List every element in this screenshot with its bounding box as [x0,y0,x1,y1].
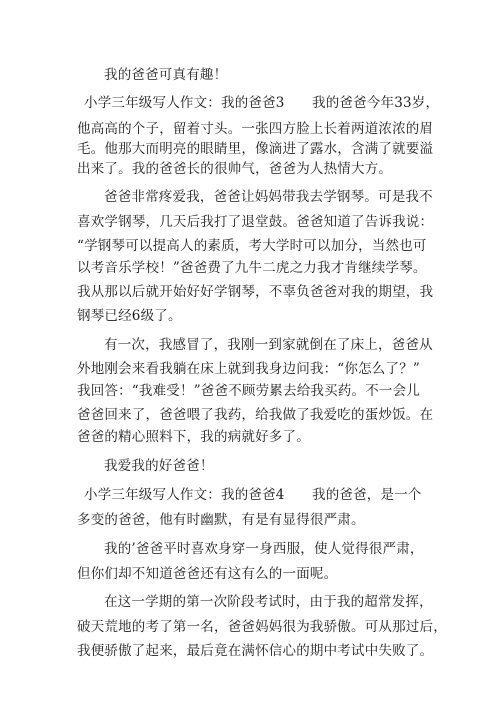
text-line: 小学三年级写人作文：我的爸爸4 我的爸爸，是一个 [84,487,422,503]
text-line: 以考音乐学校！”爸爸费了九牛二虎之力我才肯继续学琴。 [77,260,427,276]
text-line: 但你们却不知道爸爸还有这有么的一面呢。 [77,566,338,582]
text-line: 爸爸非常疼爱我，爸爸让妈妈带我去学钢琴。可是我不 [104,189,433,205]
text-line: 喜欢学钢琴，几天后我打了退堂鼓。爸爸知道了告诉我说： [77,214,434,230]
text-line: 破天荒地的考了第一名，爸爸妈妈很为我骄傲。可从那过后， [77,619,447,635]
text-line: 我回答：“我难受！”爸爸不顾劳累去给我买药。不一会儿 [77,383,421,399]
text-line: 小学三年级写人作文：我的爸爸3 我的爸爸今年33岁， [84,95,440,111]
text-line: 我从那以后就开始好好学钢琴，不辜负爸爸对我的期望，我 [77,284,434,300]
text-line: 我爱我的好爸爸！ [104,458,214,474]
text-line: 钢琴已经6级了。 [77,308,182,324]
text-line: 毛。他那大而明亮的眼睛里，像滴进了露水，含满了就要溢 [77,141,434,157]
text-line: 在这一学期的第一次阶段考试时，由于我的超常发挥， [104,594,433,610]
text-line: 外地刚会来看我躺在床上就到我身边问我：“你怎么了？” [77,361,421,377]
text-line: “学钢琴可以提高人的素质，考大学时可以加分，当然也可 [77,238,427,254]
text-line: 爸爸的精心照料下，我的病就好多了。 [77,429,310,445]
text-line: 出来了。我的爸爸长的很帅气，爸爸为人热情大方。 [77,161,393,177]
text-line: 多变的爸爸，他有时幽默，有是有显得很严肃。 [77,512,365,528]
text-line: 有一次，我感冒了，我刚一到家就倒在了床上，爸爸从 [104,337,433,353]
text-line: 我的爸爸可真有趣！ [104,67,228,83]
text-line: 我的’爸爸平时喜欢身穿一身西服，使人觉得很严肃， [104,541,424,557]
text-line: 他高高的个子，留着寸头。一张四方脸上长着两道浓浓的眉 [77,121,434,137]
text-line: 爸爸回来了，爸爸喂了我药，给我做了我爱吃的蛋炒饭。在 [77,407,434,423]
text-line: 我便骄傲了起来，最后竟在满怀信心的期中考试中失败了。 [77,643,434,659]
